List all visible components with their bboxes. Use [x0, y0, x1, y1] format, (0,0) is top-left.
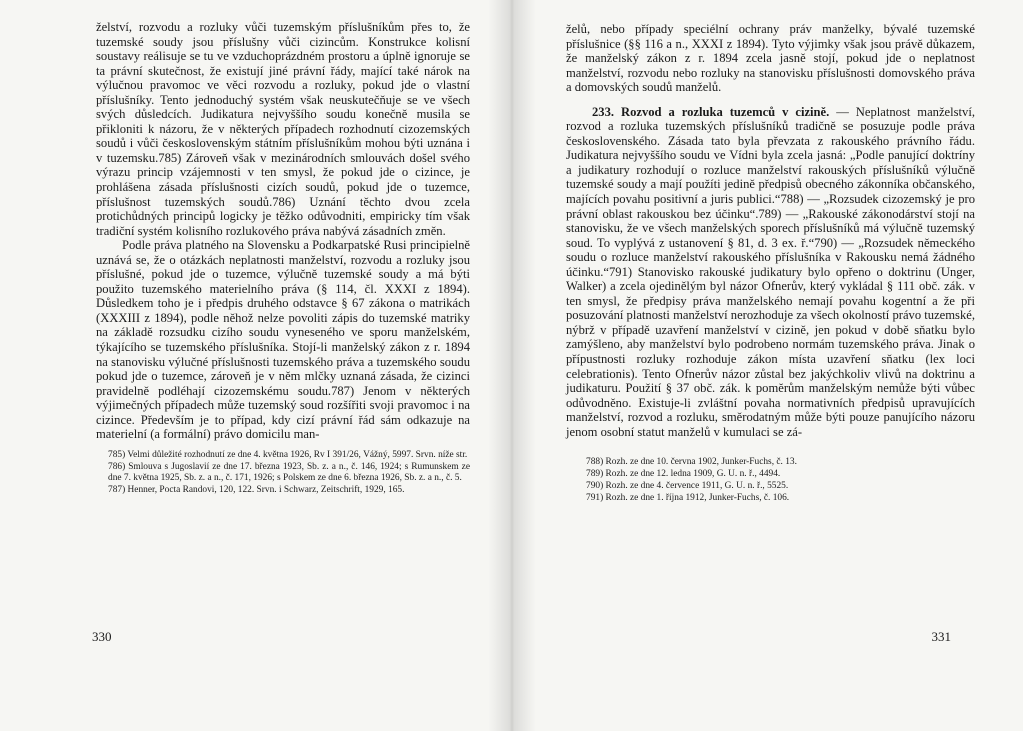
right-body-text	[566, 22, 975, 439]
right-footnotes	[566, 457, 975, 504]
left-page-number: 330	[92, 629, 112, 644]
right-page	[512, 0, 1023, 731]
section-heading: 233. Rozvod a rozluka tuzemců v cizině.	[592, 104, 830, 119]
footnote-787: 787) Henner, Pocta Randovi, 120, 122. Srvn. i Schwarz, Zeitschrift, 1929, 165.	[108, 485, 405, 496]
right-page-number: 331	[931, 629, 951, 644]
left-paragraph-1: želství, rozvodu a rozluky vůči tuzemským příslušníkům přes to, že tuzemské soudy jsou příslušny vůči cizincům. Konstrukce kolisní soustavy reálisuje se tu ve vzduchoprázdném prostoru a úplně ignoruje se ta právní skutečnost, že existují jiné právní řády, mající také nárok na výlučnou pravomoc ve věci rozvodu a rozluky, pokud jde o vlastní příslušníky. Tento jednoduchý systém však neuskutečňuje se ve všech svých důsledcích. Judikatura nejvyššího soudu konečně musila se přikloniti k názoru, že v některých případech rozhodnutí cizozemských soudů i vůči československým státním příslušníkům mohou býti uznána i v tuzemsku.785) Zároveň však v mezinárodních smlouvách došel svého výrazu princip vzájemnosti v ten smysl, že pokud jde o cizince, je prohlášena zásada příslušnosti cizích soudů, pokud jde o tuzemce, příslušnost tuzemských soudů.786) Uznání těchto dvou zcela protichůdných principů logicky je těžko odůvodniti, empiricky tím však tradiční systém kolisního rozlukového práva nabývá zásadních změn.	[96, 20, 470, 238]
right-section	[566, 105, 975, 440]
footnote-790: 790) Rozh. ze dne 4. července 1911, G. U. n. ř., 5525.	[586, 481, 789, 492]
footnote-785: 785) Velmi důležité rozhodnutí ze dne 4. května 1926, Rv I 391/26, Vážný, 5997. Srvn. níže str.	[108, 449, 468, 460]
footnote-788: 788) Rozh. ze dne 10. června 1902, Junker-Fuchs, č. 13.	[586, 457, 797, 468]
footnote-791: 791) Rozh. ze dne 1. října 1912, Junker-Fuchs, č. 106.	[586, 493, 790, 504]
footnote-789: 789) Rozh. ze dne 12. ledna 1909, G. U. n. ř., 4494.	[586, 469, 781, 480]
section-text: — Neplatnost manželství, rozvod a rozluka tuzemských příslušníků tradičně se posuzuje podle práva československého. Zásada tato byla převzata z rakouského právního řádu. Judikatura nejvyššího soudu ve Vídni byla zcela jasná: „Podle panující doktríny a judikatury rozhodují o rozluce manželství rakouských příslušníků výlučně tuzemské soudy a mají použíti jedině předpisů obecného zákonníka občanského, majících povahu positivní a juris publici.“788) — „Rozsudek cizozemský je pro právní oblast rakouskou bez účinku“.789) — „Rakouské zákonodárství stojí na stanovisku, že ve všech manželských sporech příslušníků má výlučně tuzemský soud. To vyplývá z ustanovení § 81, d. 3 ex. ř.“790) — „Rozsudek německého soudu o rozluce manželství rakouského příslušníka v Rakousku nemá žádného účinku.“791) Stanovisko rakouské judikatury bylo opřeno o doktrinu (Unger, Walker) a zcela ojedinělým byl názor Ofnerův, který vykládal § 111 obč. zák. v ten smysl, že předpisy práva manželského nemají povahu kogentní a že při posuzování platnosti manželství nerozhoduje za všech okolností právo tuzemské, nýbrž v případě uzavření manželství v cizině, jen pokud v době sňatku bylo zamýšleno, aby manželství bylo podrobeno normám tuzemského práva. Jinak o přípustnosti rozluky rozhoduje zákon místa uzavření sňatku (lex loci celebrationis). Tento Ofnerův názor zůstal bez jakýchkoliv vlivů na doktrinu a judikaturu. Použití § 37 obč. zák. k pomĕrům manželským nemůže býti vůbec odůvodněno. Existuje-li zvláštní povaha normativních předpisů upravujících manželství, rozvod a rozluku, směrodatným může býti pouze panujícího názoru jenom osobní statut manželů v kumulaci se zá-	[566, 104, 975, 439]
left-footnotes	[96, 450, 470, 497]
right-paragraph-1: želů, nebo případy speciélní ochrany práv manželky, bývalé tuzemské příslušnice (§§ 116 a n., XXXI z 1894). Tyto výjimky však jsou právě důkazem, že manželský zákon z r. 1894 zcela jasně stojí, pokud jde o neplatnost manželství, rozvodu nebo rozluky na stanovisku příslušnosti domovského práva a domovských soudů manželů.	[566, 22, 975, 95]
left-paragraph-2: Podle práva platného na Slovensku a Podkarpatské Rusi principielně uznává se, že o otázkách neplatnosti manželství, rozvodu a rozluky jsou příslušné, pokud jde o tuzemce, výlučně tuzemské soudy a má býti použito tuzemského materielního práva (§ 114, čl. XXXI z 1894). Důsledkem toho je i předpis druhého odstavce § 67 zákona o matrikách (XXXIII z 1894), podle něhož nelze povoliti zápis do tuzemské matriky na základě rozsudku cizího soudu vyneseného ve sporu manželském, týkajícího se tuzemského příslušníka. Stojí-li manželský zákon z r. 1894 na stanovisku výlučné příslušnosti tuzemského práva a tuzemského soudu pokud jde o tuzemce, zároveň je v něm mlčky uznaná zásada, že cizinci pravidelně podléhají cizozemskému soudu.787) Jenom v některých výjimečných případech může tuzemský soud rozšířiti svoji pravomoc i na cizince. Především je to případ, kdy cizí právní řád sám odkazuje na materielní (a formální) právo domicilu man-	[96, 238, 470, 442]
left-body-text	[96, 20, 470, 442]
footnote-786: 786) Smlouva s Jugoslavií ze dne 17. března 1923, Sb. z. a n., č. 146, 1924; s Rumunskem ze dne 7. května 1925, Sb. z. a n., č. 171, 1926; s Polskem ze dne 6. března 1926, Sb. z. a n., č. 5.	[108, 461, 470, 484]
